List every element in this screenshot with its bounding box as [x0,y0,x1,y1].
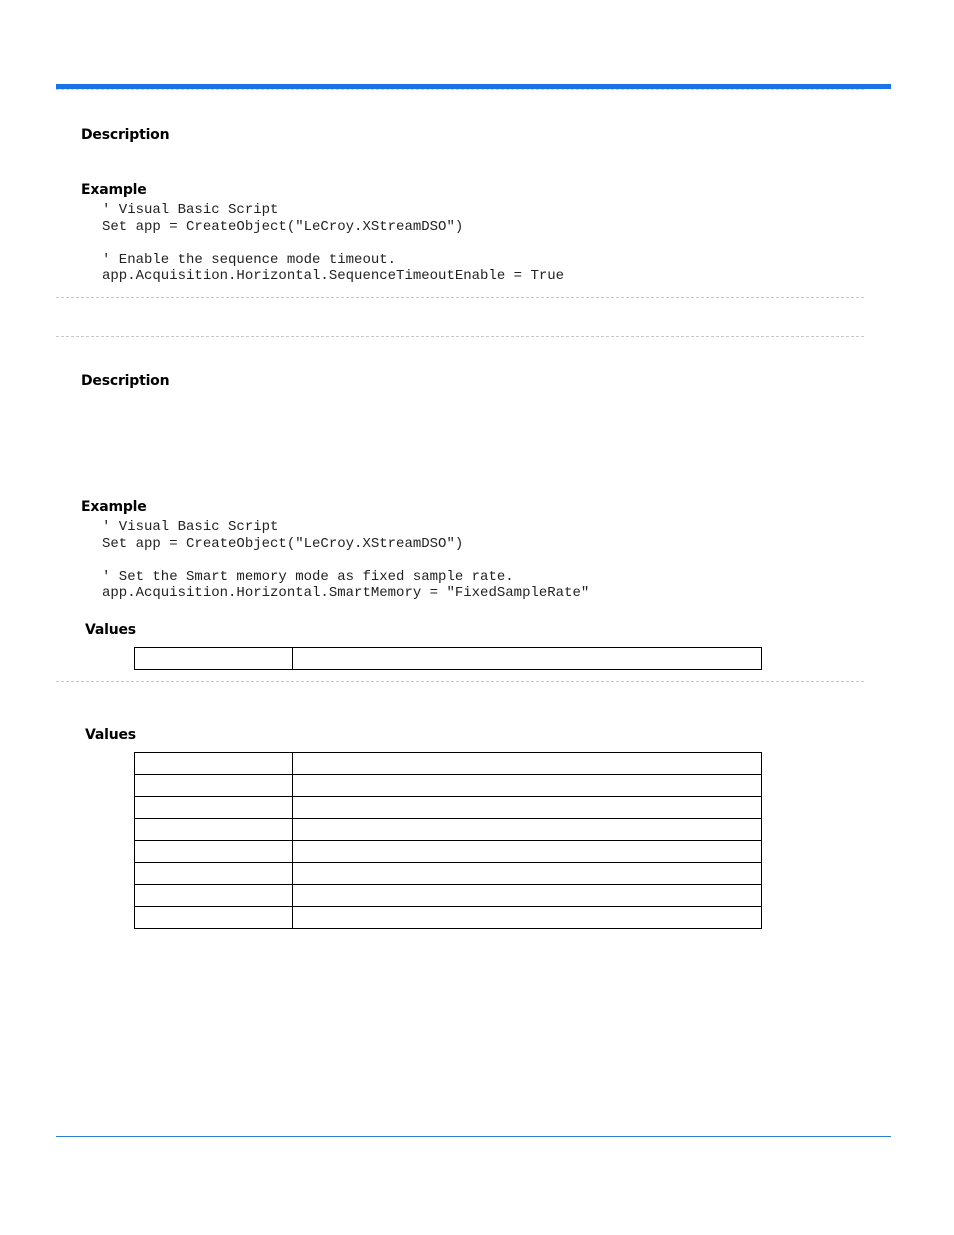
value-cell [135,797,293,819]
description-cell [293,907,762,929]
values-heading: Values [85,622,136,638]
description-cell [293,797,762,819]
code-line: ' Set the Smart memory mode as fixed sample rate. [102,568,514,585]
code-line: app.Acquisition.Horizontal.SequenceTimeoutEnable = True [102,268,565,284]
code-line: ' Visual Basic Script [102,519,279,535]
description-cell [293,819,762,841]
description-cell [293,863,762,885]
description-heading: Description [81,373,170,389]
values-table [134,647,762,670]
code-example [102,202,564,285]
section-separator [56,681,864,682]
table-row [135,863,762,885]
table-row [135,907,762,929]
value-cell [135,753,293,775]
table-row [135,648,762,670]
table-row [135,775,762,797]
code-line: Set app = CreateObject("LeCroy.XStreamDSO") [102,535,464,552]
table-row [135,819,762,841]
code-line: Set app = CreateObject("LeCroy.XStreamDSO") [102,218,464,235]
value-cell [135,907,293,929]
description-cell [293,753,762,775]
example-heading: Example [81,499,147,515]
table-row [135,753,762,775]
footer-rule [56,1136,891,1137]
table-row [135,797,762,819]
description-cell [293,775,762,797]
table-row [135,885,762,907]
description-cell [293,648,762,670]
header-dashed-line [56,89,864,90]
example-heading: Example [81,182,147,198]
code-example [102,519,589,602]
values-table [134,752,762,929]
description-cell [293,841,762,863]
value-cell [135,775,293,797]
code-line: ' Visual Basic Script [102,202,279,218]
code-line: ' Enable the sequence mode timeout. [102,251,397,268]
values-heading: Values [85,727,136,743]
value-cell [135,885,293,907]
section-separator [56,297,864,298]
code-line: app.Acquisition.Horizontal.SmartMemory = "FixedSampleRate" [102,585,590,601]
value-cell [135,841,293,863]
description-cell [293,885,762,907]
value-cell [135,819,293,841]
section-separator [56,336,864,337]
value-cell [135,648,293,670]
description-heading: Description [81,127,170,143]
value-cell [135,863,293,885]
table-row [135,841,762,863]
